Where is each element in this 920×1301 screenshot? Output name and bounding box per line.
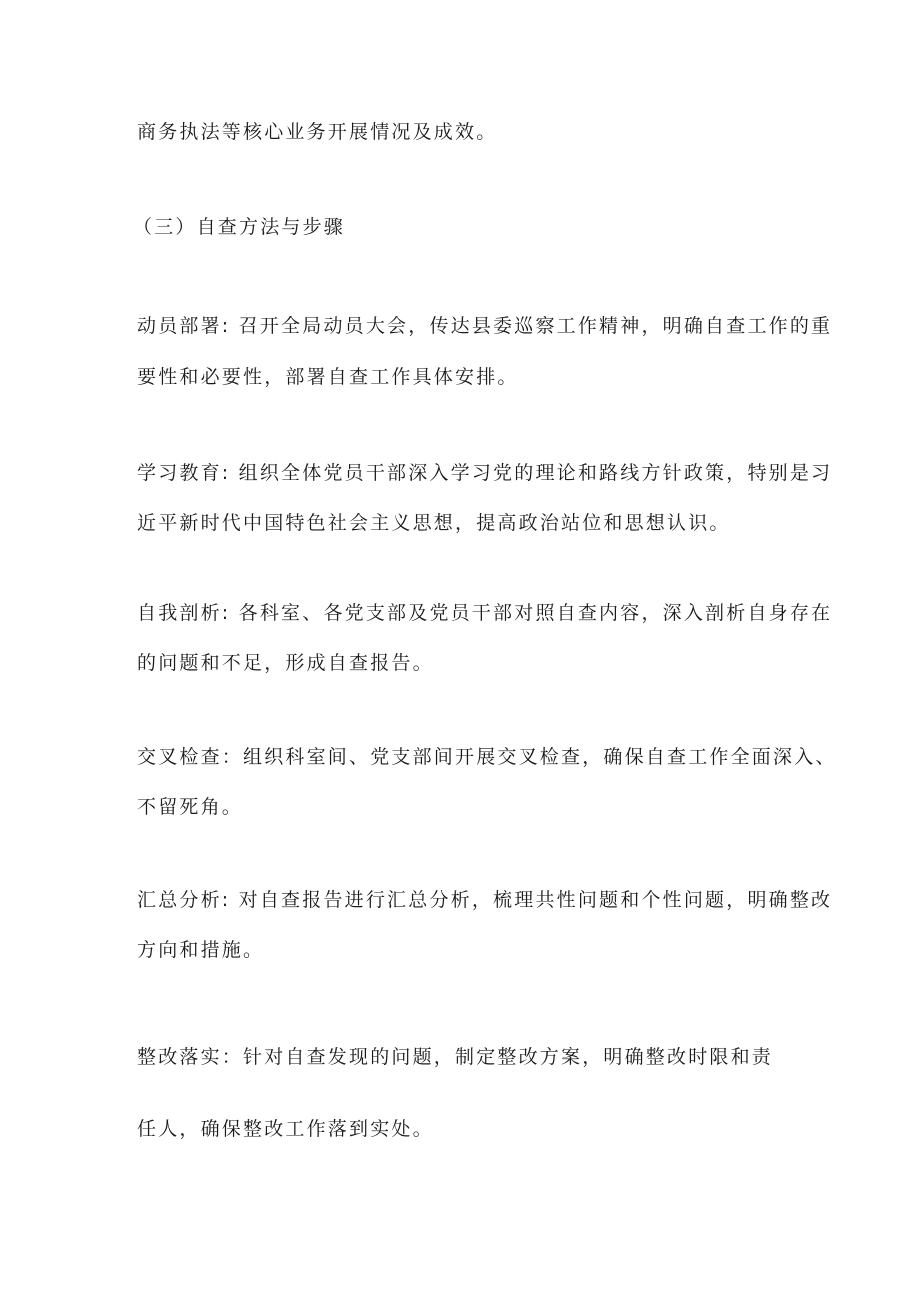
paragraph-line: 任人，确保整改工作落到实处。 [137,1118,434,1140]
paragraph-line: 的问题和不足，形成自查报告。 [137,652,434,674]
section-heading: （三）自查方法与步骤 [133,216,346,238]
paragraph-line: 商务执法等核心业务开展情况及成效。 [137,121,498,143]
paragraph-line: 动员部署: 召开全局动员大会，传达县委巡察工作精神，明确自查工作的重 [137,315,833,337]
paragraph-line: 自我剖析: 各科室、各党支部及党员干部对照自查内容，深入剖析自身存在 [137,602,833,624]
paragraph-line: 不留死角。 [137,796,244,818]
paragraph-line: 学习教育: 组织全体党员干部深入学习党的理论和路线方针政策，特别是习 [137,462,833,484]
paragraph-line: 近平新时代中国特色社会主义思想，提高政治站位和思想认识。 [137,512,731,534]
paragraph-line: 方向和措施。 [137,939,265,961]
paragraph-line: 交叉检查：组织科室间、党支部间开展交叉检查，确保自查工作全面深入、 [137,746,837,768]
paragraph-line: 汇总分析: 对自查报告进行汇总分析，梳理共性问题和个性问题，明确整改 [137,889,833,911]
paragraph-line: 要性和必要性，部署自查工作具体安排。 [137,366,519,388]
paragraph-line: 整改落实：针对自查发现的问题，制定整改方案，明确整改时限和责 [137,1046,774,1068]
